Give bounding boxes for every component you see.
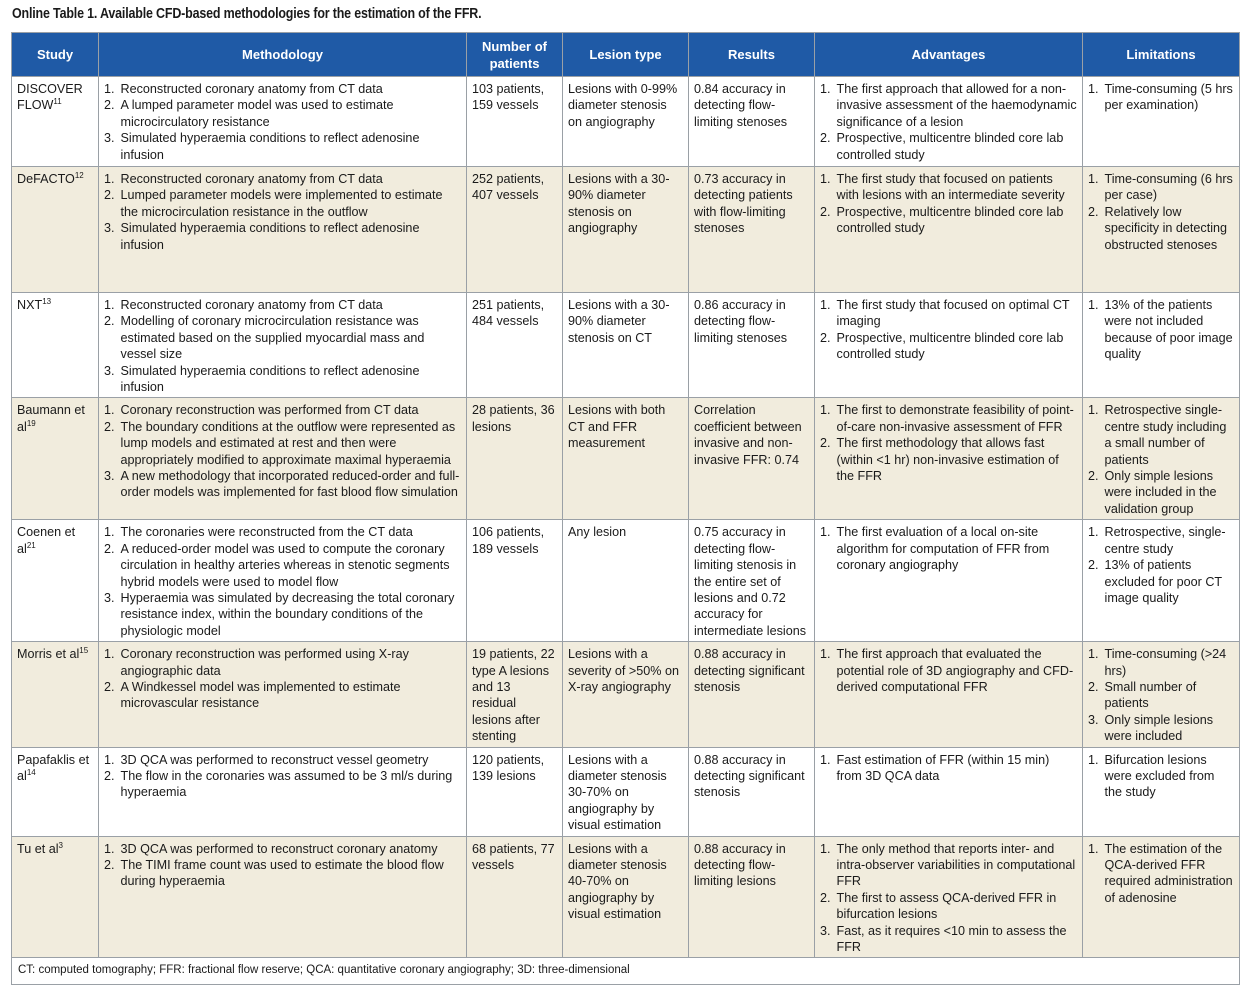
limitations-item bbox=[1088, 297, 1234, 363]
table-row bbox=[12, 520, 1240, 642]
item-number: 1. bbox=[1088, 841, 1099, 856]
limitations-item bbox=[1088, 712, 1234, 745]
footnote-row bbox=[12, 958, 1240, 985]
item-number: 3. bbox=[104, 590, 115, 605]
limitations-cell bbox=[1083, 747, 1240, 836]
methodology-cell bbox=[99, 293, 467, 398]
item-number: 1. bbox=[1088, 525, 1099, 540]
item-number: 1. bbox=[1088, 752, 1099, 767]
item-text: Prospective, multicentre blinded core lab controlled study bbox=[836, 330, 1064, 362]
results-cell: 0.88 accuracy in detecting flow-limiting lesions bbox=[689, 836, 815, 958]
item-text: The flow in the coronaries was assumed to be 3 ml/s during hyperaemia bbox=[120, 768, 453, 800]
advantages-item bbox=[820, 524, 1077, 573]
item-number: 1. bbox=[820, 752, 831, 767]
methodology-list bbox=[104, 402, 461, 500]
limitations-item bbox=[1088, 468, 1234, 517]
methodology-item bbox=[104, 313, 461, 362]
item-number: 2. bbox=[104, 768, 115, 783]
study-reference: 15 bbox=[79, 645, 89, 655]
item-text: Simulated hyperaemia conditions to reflect adenosine infusion bbox=[120, 363, 420, 395]
item-text: 13% of patients excluded for poor CT image quality bbox=[1104, 558, 1222, 605]
item-text: The first study that focused on optimal CT imaging bbox=[836, 298, 1070, 329]
advantages-item bbox=[820, 752, 1077, 785]
table-row bbox=[12, 747, 1240, 836]
methodology-item bbox=[104, 97, 461, 130]
item-text: The first study that focused on patients with lesions with an intermediate severity bbox=[836, 172, 1065, 203]
lesion-type-cell: Lesions with a 30-90% diameter stenosis on angiography bbox=[563, 167, 689, 293]
item-number: 3. bbox=[104, 221, 115, 236]
item-text: The estimation of the QCA-derived FFR required administration of adenosine bbox=[1104, 841, 1233, 905]
item-text: Reconstructed coronary anatomy from CT data bbox=[120, 298, 383, 312]
study-reference: 14 bbox=[26, 767, 36, 777]
advantages-cell bbox=[815, 77, 1083, 167]
study-cell bbox=[12, 167, 99, 293]
patients-cell: 68 patients, 77 vessels bbox=[467, 836, 563, 958]
results-cell: Correlation coefficient between invasive and non-invasive FFR: 0.74 bbox=[689, 398, 815, 520]
item-number: 2. bbox=[104, 419, 115, 434]
advantages-cell bbox=[815, 398, 1083, 520]
item-number: 3. bbox=[820, 923, 831, 938]
results-cell: 0.84 accuracy in detecting flow-limiting stenoses bbox=[689, 77, 815, 167]
methodology-item bbox=[104, 541, 461, 590]
header-limitations: Limitations bbox=[1083, 33, 1240, 77]
study-name: Baumann et al bbox=[17, 403, 85, 434]
item-number: 1. bbox=[1088, 172, 1099, 186]
methodology-item bbox=[104, 752, 461, 768]
advantages-item bbox=[820, 171, 1077, 204]
limitations-cell bbox=[1083, 167, 1240, 293]
item-text: The first evaluation of a local on-site algorithm for computation of FFR from coronary angiography bbox=[836, 525, 1050, 573]
item-number: 1. bbox=[104, 82, 115, 96]
advantages-list bbox=[820, 841, 1077, 956]
study-cell bbox=[12, 77, 99, 167]
item-number: 3. bbox=[1088, 712, 1099, 727]
item-number: 1. bbox=[104, 298, 115, 312]
table-caption: Online Table 1. Available CFD-based methodologies for the estimation of the FFR. bbox=[12, 6, 482, 22]
study-name: Morris et al bbox=[17, 647, 80, 662]
item-text: 3D QCA was performed to reconstruct coronary anatomy bbox=[120, 841, 438, 856]
patients-cell: 28 patients, 36 lesions bbox=[467, 398, 563, 520]
limitations-item bbox=[1088, 557, 1234, 606]
item-number: 3. bbox=[104, 131, 115, 146]
lesion-type-cell: Lesions with 0-99% diameter stenosis on angiography bbox=[563, 77, 689, 167]
item-number: 1. bbox=[104, 403, 115, 418]
item-text: A lumped parameter model was used to estimate microcirculatory resistance bbox=[120, 98, 394, 129]
item-text: The first approach that allowed for a non-invasive assessment of the haemodynamic significance of a lesion bbox=[836, 82, 1077, 129]
advantages-item bbox=[820, 923, 1077, 956]
advantages-item bbox=[820, 646, 1077, 695]
study-cell bbox=[12, 398, 99, 520]
item-text: Bifurcation lesions were excluded from the study bbox=[1104, 752, 1215, 800]
limitations-item bbox=[1088, 646, 1234, 679]
item-number: 1. bbox=[820, 525, 831, 540]
limitations-item bbox=[1088, 679, 1234, 712]
advantages-item bbox=[820, 841, 1077, 890]
item-text: Retrospective, single-centre study bbox=[1104, 525, 1226, 556]
item-text: Only simple lesions were included bbox=[1104, 712, 1214, 744]
study-name: DeFACTO bbox=[17, 172, 75, 186]
item-number: 1. bbox=[104, 841, 115, 856]
advantages-item bbox=[820, 81, 1077, 130]
item-number: 3. bbox=[104, 469, 115, 484]
patients-cell: 106 patients, 189 vessels bbox=[467, 520, 563, 642]
methodology-list bbox=[104, 524, 461, 639]
limitations-item bbox=[1088, 81, 1234, 114]
item-number: 1. bbox=[820, 647, 831, 662]
study-reference: 3 bbox=[58, 840, 63, 850]
methodology-item bbox=[104, 857, 461, 890]
header-results: Results bbox=[689, 33, 815, 77]
methodology-cell bbox=[99, 167, 467, 293]
limitations-list bbox=[1088, 402, 1234, 517]
item-text: The first to assess QCA-derived FFR in bifurcation lesions bbox=[836, 890, 1057, 922]
study-cell bbox=[12, 293, 99, 398]
patients-cell: 251 patients, 484 vessels bbox=[467, 293, 563, 398]
methodology-list bbox=[104, 752, 461, 801]
methodology-item bbox=[104, 679, 461, 712]
lesion-type-cell: Lesions with a diameter stenosis 30-70% on angiography by visual estimation bbox=[563, 747, 689, 836]
item-text: The first to demonstrate feasibility of point-of-care non-invasive assessment of FFR bbox=[836, 403, 1074, 434]
item-text: Reconstructed coronary anatomy from CT data bbox=[120, 172, 383, 186]
header-study: Study bbox=[12, 33, 99, 77]
item-number: 2. bbox=[820, 131, 831, 146]
methodology-item bbox=[104, 220, 461, 253]
study-reference: 11 bbox=[53, 97, 62, 107]
methodology-list bbox=[104, 81, 461, 163]
advantages-cell bbox=[815, 836, 1083, 958]
results-cell: 0.75 accuracy in detecting flow-limiting stenosis in the entire set of lesions and 0.72 accuracy for intermediate lesions bbox=[689, 520, 815, 642]
item-text: Reconstructed coronary anatomy from CT data bbox=[120, 82, 383, 96]
item-text: Modelling of coronary microcirculation resistance was estimated based on the supplied myocardial mass and vessel size bbox=[120, 314, 425, 362]
methodology-item bbox=[104, 297, 461, 313]
header-patients: Number of patients bbox=[467, 33, 563, 77]
advantages-list bbox=[820, 752, 1077, 785]
header-row bbox=[12, 33, 1240, 77]
lesion-type-cell: Any lesion bbox=[563, 520, 689, 642]
table-row bbox=[12, 167, 1240, 293]
item-number: 1. bbox=[820, 172, 831, 186]
item-text: Simulated hyperaemia conditions to reflect adenosine infusion bbox=[120, 221, 420, 252]
item-number: 2. bbox=[104, 188, 115, 203]
item-number: 2. bbox=[104, 679, 115, 694]
study-reference: 12 bbox=[74, 170, 84, 180]
limitations-item bbox=[1088, 841, 1234, 907]
item-number: 2. bbox=[820, 330, 831, 345]
methodology-item bbox=[104, 841, 461, 857]
table-row bbox=[12, 642, 1240, 747]
methodology-item bbox=[104, 768, 461, 801]
advantages-list bbox=[820, 524, 1077, 573]
item-number: 1. bbox=[1088, 82, 1099, 96]
limitations-item bbox=[1088, 402, 1234, 468]
limitations-cell bbox=[1083, 398, 1240, 520]
item-text: Simulated hyperaemia conditions to reflect adenosine infusion bbox=[120, 131, 420, 162]
limitations-cell bbox=[1083, 293, 1240, 398]
advantages-item bbox=[820, 435, 1077, 484]
header-advantages: Advantages bbox=[815, 33, 1083, 77]
limitations-cell bbox=[1083, 520, 1240, 642]
advantages-cell bbox=[815, 520, 1083, 642]
item-text: A Windkessel model was implemented to estimate microvascular resistance bbox=[120, 679, 401, 711]
item-number: 2. bbox=[1088, 469, 1099, 484]
methodology-cell bbox=[99, 747, 467, 836]
item-number: 1. bbox=[1088, 647, 1099, 662]
item-number: 1. bbox=[820, 82, 831, 96]
item-text: A new methodology that incorporated reduced-order and full-order models was implemented for fast blood flow simulation bbox=[120, 469, 460, 500]
item-number: 2. bbox=[1088, 558, 1099, 573]
study-name: Tu et al bbox=[17, 841, 59, 856]
limitations-list bbox=[1088, 81, 1234, 114]
advantages-cell bbox=[815, 747, 1083, 836]
limitations-cell bbox=[1083, 642, 1240, 747]
study-cell bbox=[12, 520, 99, 642]
patients-cell: 120 patients, 139 lesions bbox=[467, 747, 563, 836]
limitations-list bbox=[1088, 524, 1234, 606]
item-number: 2. bbox=[820, 890, 831, 905]
results-cell: 0.88 accuracy in detecting significant stenosis bbox=[689, 642, 815, 747]
item-text: Time-consuming (6 hrs per case) bbox=[1104, 172, 1233, 203]
study-name: Coenen et al bbox=[17, 525, 76, 556]
item-text: Time-consuming (5 hrs per examination) bbox=[1104, 82, 1233, 113]
item-number: 1. bbox=[1088, 403, 1099, 418]
header-methodology: Methodology bbox=[99, 33, 467, 77]
methodology-item bbox=[104, 646, 461, 679]
methodology-item bbox=[104, 130, 461, 163]
study-reference: 21 bbox=[26, 540, 36, 550]
item-number: 1. bbox=[820, 841, 831, 856]
study-reference: 19 bbox=[26, 418, 36, 428]
study-cell bbox=[12, 747, 99, 836]
methodology-item bbox=[104, 402, 461, 418]
advantages-item bbox=[820, 402, 1077, 435]
advantages-cell bbox=[815, 642, 1083, 747]
item-number: 1. bbox=[820, 298, 831, 312]
limitations-list bbox=[1088, 646, 1234, 744]
results-cell: 0.73 accuracy in detecting patients with flow-limiting stenoses bbox=[689, 167, 815, 293]
limitations-item bbox=[1088, 524, 1234, 557]
item-text: Prospective, multicentre blinded core lab controlled study bbox=[836, 204, 1064, 236]
item-text: Relatively low specificity in detecting obstructed stenoses bbox=[1104, 204, 1228, 252]
item-text: Hyperaemia was simulated by decreasing the total coronary resistance index, within the boundary conditions of the physiologic model bbox=[120, 590, 455, 638]
item-text: 3D QCA was performed to reconstruct vessel geometry bbox=[120, 752, 429, 767]
study-name: NXT bbox=[17, 298, 43, 312]
footnote: CT: computed tomography; FFR: fractional flow reserve; QCA: quantitative coronary angiography; 3D: three-dimensional bbox=[12, 958, 1240, 985]
item-text: Time-consuming (>24 hrs) bbox=[1104, 647, 1227, 678]
advantages-item bbox=[820, 330, 1077, 363]
results-cell: 0.86 accuracy in detecting flow-limiting stenoses bbox=[689, 293, 815, 398]
methodology-item bbox=[104, 187, 461, 220]
methodology-list bbox=[104, 297, 461, 395]
item-text: The only method that reports inter- and intra-observer variabilities in computational FFR bbox=[836, 841, 1076, 889]
limitations-cell bbox=[1083, 77, 1240, 167]
lesion-type-cell: Lesions with a diameter stenosis 40-70% on angiography by visual estimation bbox=[563, 836, 689, 958]
table-row bbox=[12, 77, 1240, 167]
item-number: 2. bbox=[104, 541, 115, 556]
item-number: 3. bbox=[104, 363, 115, 378]
advantages-list bbox=[820, 646, 1077, 695]
limitations-cell bbox=[1083, 836, 1240, 958]
lesion-type-cell: Lesions with a severity of >50% on X-ray angiography bbox=[563, 642, 689, 747]
item-number: 2. bbox=[1088, 204, 1099, 219]
methodology-item bbox=[104, 419, 461, 468]
item-text: Prospective, multicentre blinded core lab controlled study bbox=[836, 131, 1064, 162]
study-cell bbox=[12, 836, 99, 958]
item-number: 1. bbox=[104, 752, 115, 767]
lesion-type-cell: Lesions with a 30-90% diameter stenosis on CT bbox=[563, 293, 689, 398]
item-text: Fast estimation of FFR (within 15 min) from 3D QCA data bbox=[836, 752, 1050, 783]
limitations-list bbox=[1088, 297, 1234, 363]
methodology-list bbox=[104, 646, 461, 712]
item-text: The first approach that evaluated the potential role of 3D angiography and CFD-derived computational FFR bbox=[836, 647, 1074, 694]
item-number: 2. bbox=[1088, 679, 1099, 694]
study-name: DISCOVER FLOW bbox=[17, 82, 83, 113]
methodology-item bbox=[104, 590, 461, 639]
table-row bbox=[12, 293, 1240, 398]
item-number: 1. bbox=[104, 647, 115, 662]
methodology-item bbox=[104, 363, 461, 396]
item-text: 13% of the patients were not included because of poor image quality bbox=[1104, 298, 1233, 362]
item-number: 2. bbox=[104, 98, 115, 113]
patients-cell: 19 patients, 22 type A lesions and 13 residual lesions after stenting bbox=[467, 642, 563, 747]
item-text: Coronary reconstruction was performed from CT data bbox=[120, 403, 419, 418]
methodology-list bbox=[104, 841, 461, 890]
limitations-item bbox=[1088, 752, 1234, 801]
methodology-item bbox=[104, 524, 461, 540]
advantages-item bbox=[820, 204, 1077, 237]
limitations-list bbox=[1088, 171, 1234, 253]
patients-cell: 103 patients, 159 vessels bbox=[467, 77, 563, 167]
results-cell: 0.88 accuracy in detecting significant stenosis bbox=[689, 747, 815, 836]
item-text: The TIMI frame count was used to estimate the blood flow during hyperaemia bbox=[120, 858, 444, 889]
item-number: 2. bbox=[104, 858, 115, 872]
study-reference: 13 bbox=[42, 296, 52, 306]
advantages-list bbox=[820, 402, 1077, 484]
item-number: 2. bbox=[820, 436, 831, 451]
methodology-item bbox=[104, 468, 461, 501]
item-number: 2. bbox=[820, 204, 831, 219]
methodology-cell bbox=[99, 836, 467, 958]
table-row bbox=[12, 836, 1240, 958]
limitations-item bbox=[1088, 204, 1234, 253]
methodology-list bbox=[104, 171, 461, 253]
advantages-list bbox=[820, 297, 1077, 363]
advantages-list bbox=[820, 171, 1077, 237]
item-text: A reduced-order model was used to compute the coronary circulation in healthy arteries whereas in stenotic segments hybrid models were used to model flow bbox=[120, 541, 450, 589]
item-text: The coronaries were reconstructed from the CT data bbox=[120, 525, 413, 540]
item-text: The boundary conditions at the outflow were represented as lump models and estimated at rest and then were appropriately modified to approximate maximal hyperaemia bbox=[120, 419, 456, 467]
limitations-item bbox=[1088, 171, 1234, 204]
methodology-item bbox=[104, 81, 461, 97]
item-number: 2. bbox=[104, 314, 115, 329]
item-number: 1. bbox=[104, 525, 115, 540]
item-number: 1. bbox=[1088, 298, 1099, 312]
methodology-cell bbox=[99, 398, 467, 520]
patients-cell: 252 patients, 407 vessels bbox=[467, 167, 563, 293]
item-text: Only simple lesions were included in the validation group bbox=[1104, 469, 1217, 516]
advantages-item bbox=[820, 130, 1077, 163]
cfd-methodologies-table bbox=[11, 32, 1240, 985]
methodology-cell bbox=[99, 77, 467, 167]
item-text: Fast, as it requires <10 min to assess the FFR bbox=[836, 923, 1067, 955]
item-text: Coronary reconstruction was performed using X-ray angiographic data bbox=[120, 647, 409, 678]
methodology-item bbox=[104, 171, 461, 187]
item-text: Lumped parameter models were implemented to estimate the microcirculation resistance in the outflow bbox=[120, 188, 443, 219]
item-number: 1. bbox=[104, 172, 115, 186]
header-lesion-type: Lesion type bbox=[563, 33, 689, 77]
item-text: The first methodology that allows fast (within <1 hr) non-invasive estimation of the FFR bbox=[836, 436, 1059, 484]
advantages-item bbox=[820, 297, 1077, 330]
advantages-item bbox=[820, 890, 1077, 923]
methodology-cell bbox=[99, 520, 467, 642]
advantages-list bbox=[820, 81, 1077, 163]
study-name: Papafaklis et al bbox=[17, 752, 90, 783]
lesion-type-cell: Lesions with both CT and FFR measurement bbox=[563, 398, 689, 520]
limitations-list bbox=[1088, 841, 1234, 907]
item-number: 1. bbox=[820, 403, 831, 418]
advantages-cell bbox=[815, 293, 1083, 398]
item-text: Retrospective single-centre study including a small number of patients bbox=[1104, 403, 1227, 467]
table-row bbox=[12, 398, 1240, 520]
methodology-cell bbox=[99, 642, 467, 747]
limitations-list bbox=[1088, 752, 1234, 801]
study-cell bbox=[12, 642, 99, 747]
item-text: Small number of patients bbox=[1104, 679, 1197, 711]
advantages-cell bbox=[815, 167, 1083, 293]
